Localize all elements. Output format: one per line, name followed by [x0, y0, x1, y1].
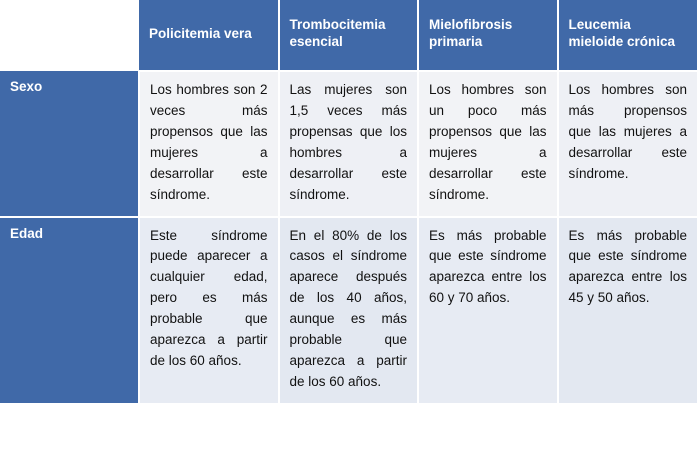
cell-sexo-leucemia-mieloide-cronica: Los hombres son más propensos que las mujeres a desarrollar este síndrome. [558, 71, 697, 217]
column-header-leucemia-mieloide-cronica: Leucemia mieloide crónica [558, 0, 697, 71]
cell-edad-trombocitemia-esencial: En el 80% de los casos el síndrome aparece después de los 40 años, aunque es más probable que aparezca a partir de los 60 años. [279, 217, 419, 403]
table-header-row [0, 0, 697, 71]
table-body [0, 71, 697, 403]
cell-sexo-policitemia-vera: Los hombres son 2 veces más propensos que las mujeres a desarrollar este síndrome. [139, 71, 279, 217]
column-header-trombocitemia-esencial: Trombocitemia esencial [279, 0, 419, 71]
column-header-mielofibrosis-primaria: Mielofibrosis primaria [418, 0, 558, 71]
table-corner-cell [0, 0, 139, 71]
cell-sexo-trombocitemia-esencial: Las mujeres son 1,5 veces más propensas que los hombres a desarrollar este síndrome. [279, 71, 419, 217]
table-header [0, 0, 697, 71]
row-header-sexo: Sexo [0, 71, 139, 217]
column-header-policitemia-vera: Policitemia vera [139, 0, 279, 71]
cell-sexo-mielofibrosis-primaria: Los hombres son un poco más propensos que las mujeres a desarrollar este síndrome. [418, 71, 558, 217]
table-row [0, 71, 697, 217]
cell-edad-leucemia-mieloide-cronica: Es más probable que este síndrome aparezca entre los 45 y 50 años. [558, 217, 697, 403]
row-header-edad: Edad [0, 217, 139, 403]
table-row [0, 217, 697, 403]
cell-edad-policitemia-vera: Este síndrome puede aparecer a cualquier edad, pero es más probable que aparezca a partir de los 60 años. [139, 217, 279, 403]
cell-edad-mielofibrosis-primaria: Es más probable que este síndrome aparezca entre los 60 y 70 años. [418, 217, 558, 403]
